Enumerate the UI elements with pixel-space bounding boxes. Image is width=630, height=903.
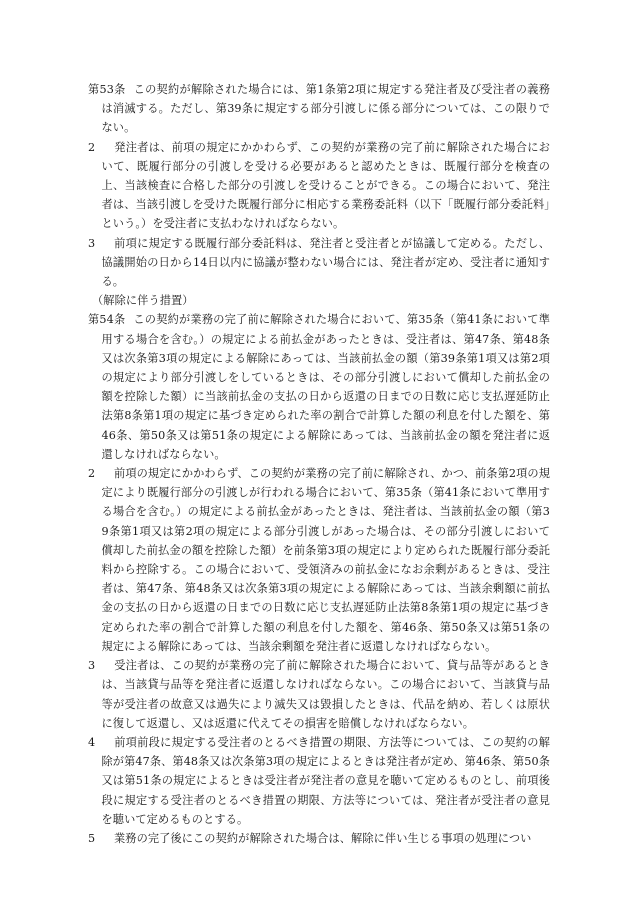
paragraph-text: 前項の規定にかかわらず、この契約が業務の完了前に解除され、かつ、前条第2項の規定により既履行部分の引渡しが行われる場合において、第35条（第41条において準用する場合を含む。）の規定による前払金があったときは、発注者は、当該前払金の額（第39条第1項又は第2項の規定による部分引渡しがあった場合は、その部分引渡しにおいて償却した前払金の額を控除した額）を前条第3項の規定により定められた既履行部分委託料から控除する。この場合において、受領済みの前払金になお余剰があるときは、受注者は、第47条、第48条又は次条第3項の規定による解除にあっては、当該余剰額に前払金の支払の日から返還の日までの日数に応じ支払遅延防止法第8条第1項の規定に基づき定められた率の割合で計算した額の利息を付した額を、第46条、第50条又は第51条の規定による解除にあっては、当該余剰額を発注者に返還しなければならない。 xyxy=(101,467,550,653)
paragraph-number: 2 xyxy=(88,140,96,154)
section-heading: （解除に伴う措置） xyxy=(92,294,194,308)
paragraph-number: 5 xyxy=(88,831,96,845)
article-54-paragraph-2 xyxy=(88,464,550,656)
article-54-paragraph-4 xyxy=(88,733,550,829)
article-number: 第53条 xyxy=(88,83,126,96)
paragraph-number: 3 xyxy=(88,236,96,250)
article-text: この契約が業務の完了前に解除された場合において、第35条（第41条において準用する場合を含む。）の規定による前払金があったときは、受注者は、第47条、第48条又は次条第3項の規定による解除にあっては、当該前払金の額（第39条第1項又は第2項の規定により部分引渡しをしているときは、その部分引渡しにおいて償却した前払金の額を控除した額）に当該前払金の支払の日から返還の日までの日数に応じ支払遅延防止法第8条第1項の規定に基づき定められた率の割合で計算した額の利息を付した額を、第46条、第50条又は第51条の規定による解除にあっては、当該前払金の額を発注者に返還しなければならない。 xyxy=(101,313,550,461)
document-body xyxy=(88,80,550,848)
article-54-paragraph-3 xyxy=(88,656,550,733)
paragraph-text: 受注者は、この契約が業務の完了前に解除された場合において、貸与品等があるときは、当該貸与品等を発注者に返還しなければならない。この場合において、当該貸与品等が受注者の故意又は過失により滅失又は毀損したときは、代品を納め、若しくは原状に復して返還し、又は返還に代えてその損害を賠償しなければならない。 xyxy=(101,659,550,730)
paragraph-number: 3 xyxy=(88,659,96,673)
article-53-paragraph-3 xyxy=(88,234,550,292)
article-53-paragraph-2 xyxy=(88,138,550,234)
article-text: この契約が解除された場合には、第1条第2項に規定する発注者及び受注者の義務は消滅する。ただし、第39条に規定する部分引渡しに係る部分については、この限りでない。 xyxy=(101,83,551,135)
paragraph-number: 2 xyxy=(88,467,96,481)
paragraph-text: 発注者は、前項の規定にかかわらず、この契約が業務の完了前に解除された場合において、既履行部分の引渡しを受ける必要があると認めたときは、既履行部分を検査の上、当該検査に合格した部分の引渡しを受けることができる。この場合において、発注者は、当該引渡しを受けた既履行部分に相応する業務委託料（以下「既履行部分委託料」という。）を受注者に支払わなければならない。 xyxy=(101,140,550,231)
paragraph-text: 前項前段に規定する受注者のとるべき措置の期限、方法等については、この契約の解除が第47条、第48条又は次条第3項の規定によるときは発注者が定め、第46条、第50条又は第51条の規定によるときは受注者が発注者の意見を聴いて定めるものとし、前項後段に規定する受注者のとるべき措置の期限、方法等については、発注者が受注者の意見を聴いて定めるものとする。 xyxy=(101,735,550,826)
paragraph-text: 業務の完了後にこの契約が解除された場合は、解除に伴い生じる事項の処理につい xyxy=(114,831,532,845)
article-54-paragraph-5 xyxy=(88,829,550,848)
paragraph-text: 前項に規定する既履行部分委託料は、発注者と受注者とが協議して定める。ただし、協議開始の日から14日以内に協議が整わない場合には、発注者が定め、受注者に通知する。 xyxy=(101,236,550,289)
article-53 xyxy=(88,80,550,138)
article-number: 第54条 xyxy=(88,313,126,327)
paragraph-number: 4 xyxy=(88,735,96,749)
article-54 xyxy=(88,310,550,464)
